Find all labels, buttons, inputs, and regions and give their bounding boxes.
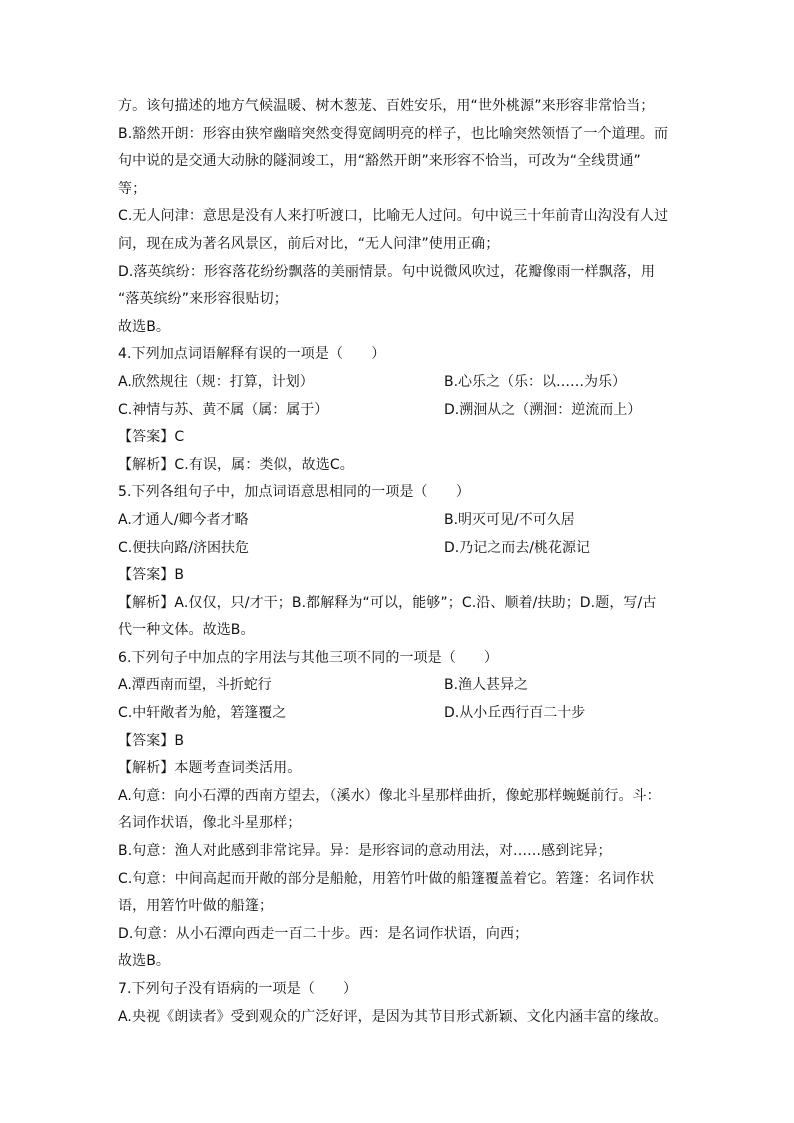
option-right: D.乃记之而去/桃花源记 [444,539,590,556]
option-row [118,700,678,728]
text-line: 句中说的是交通大动脉的隧洞竣工，用“豁然开朗”来形容不恰当，可改为“全线贯通” [118,153,641,170]
text-line: 4.下列加点词语解释有误的一项是（ ） [118,346,386,363]
text-line: 等； [118,180,147,197]
text-line: D.句意：从小石潭向西走一百二十步。西：是名词作状语，向西； [118,925,529,942]
option-left: C.神情与苏、黄不属（属：属于） [118,401,329,418]
text-line: 问，现在成为著名风景区，前后对比，“无人问津”使用正确； [118,235,500,252]
option-left: C.便扶向路/济困扶危 [118,539,249,556]
text-line: A.央视《朗读者》受到观众的广泛好评，是因为其节目形式新颖、文化内涵丰富的缘故。 [118,1008,668,1025]
text-line: 【解析】A.仅仅，只/才干；B.都解释为“可以，能够”；C.沿、顺着/扶助；D.题，写/古 [118,594,657,611]
text-line: 【答案】B [118,567,185,584]
text-line: 7.下列句子没有语病的一项是（ ） [118,981,358,997]
option-right: D.溯洄从之（溯洄：逆流而上） [444,401,642,418]
option-row [118,369,678,397]
option-left: C.中轩敞者为舱，箬篷覆之 [118,705,287,722]
option-right: D.从小丘西行百二十步 [444,705,586,722]
text-line: 【答案】B [118,732,185,749]
document-body [118,93,678,1031]
text-line: 【答案】C [118,429,185,446]
text-line: 5.下列各组句子中，加点词语意思相同的一项是（ ） [118,484,470,501]
text-line: 6.下列句子中加点的字用法与其他三项不同的一项是（ ） [118,649,499,666]
text-line: 方。该句描述的地方气候温暖、树木葱茏、百姓安乐，用“世外桃源”来形容非常恰当； [118,98,655,114]
option-right: B.渔人甚异之 [444,677,529,694]
text-line: 名词作状语，像北斗星那样； [118,815,302,832]
text-line: 语，用箬竹叶做的船篷； [118,898,274,915]
text-line: C.句意：中间高起而开敞的部分是船舱，用箬竹叶做的船篷覆盖着它。箬篷：名词作状 [118,870,655,887]
text-line: D.落英缤纷：形容落花纷纷飘落的美丽情景。句中说微风吹过，花瓣像雨一样飘落，用 [118,263,656,280]
option-row [118,535,678,563]
text-line: C.无人问津：意思是没有人来打听渡口，比喻无人过问。句中说三十年前青山沟没有人过 [118,208,669,225]
option-row [118,397,678,425]
text-line: “落英缤纷”来形容很贴切； [118,291,288,308]
text-line: 代一种文体。故选B。 [118,622,255,639]
option-row [118,672,678,700]
option-row [118,507,678,535]
text-line: 【解析】C.有误，属：类似，故选C。 [118,456,354,473]
option-left: A.潭西南而望，斗折蛇行 [118,677,272,694]
text-line: 故选B。 [118,318,171,335]
option-left: A.才通人/卿今者才略 [118,511,249,528]
text-line: 【解析】本题考查词类活用。 [118,760,302,777]
option-right: B.心乐之（乐：以……为乐） [444,373,627,390]
option-right: B.明灭可见/不可久居 [444,511,575,528]
text-line: B.句意：渔人对此感到非常诧异。异：是形容词的意动用法，对……感到诧异； [118,843,612,860]
option-left: A.欣然规往（规：打算，计划） [118,373,314,390]
text-line: B.豁然开朗：形容由狭窄幽暗突然变得宽阔明亮的样子，也比喻突然领悟了一个道理。而 [118,125,669,142]
text-line: A.句意：向小石潭的西南方望去，（溪水）像北斗星那样曲折，像蛇那样蜿蜒前行。斗： [118,787,661,804]
text-line: 故选B。 [118,953,171,970]
